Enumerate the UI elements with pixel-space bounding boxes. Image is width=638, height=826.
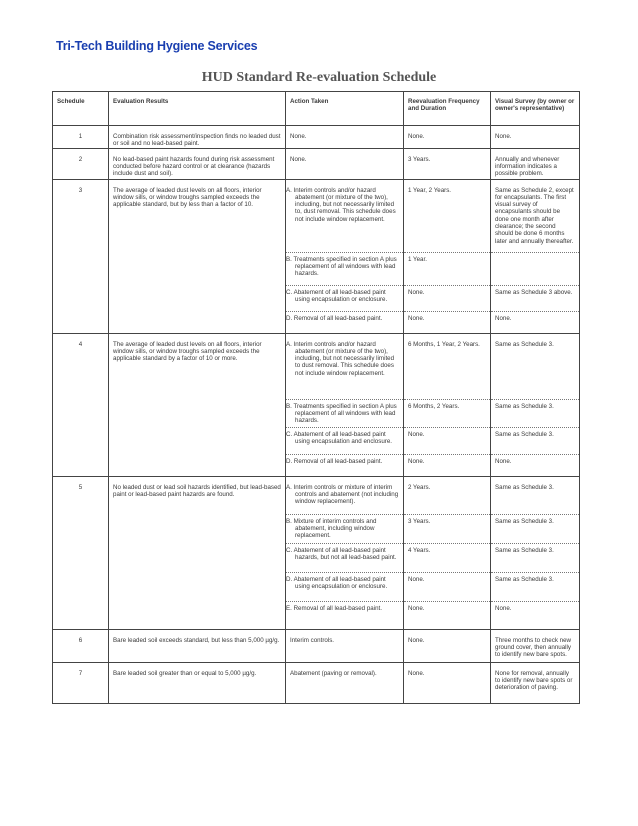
evaluation-result: Bare leaded soil greater than or equal to 5,000 µg/g.: [109, 662, 286, 703]
reevaluation-frequency: 3 Years.: [404, 148, 491, 179]
action-taken: C. Abatement of all lead-based paint using encapsulation or enclosure.: [286, 285, 404, 311]
schedule-number: 4: [53, 333, 109, 476]
evaluation-result: The average of leaded dust levels on all floors, interior window sills, or window troughs sampled exceeds the applicable standard, but by less than a factor of 10.: [109, 179, 286, 333]
action-taken: B. Treatments specified in section A plus replacement of all windows with lead hazards.: [286, 399, 404, 427]
reevaluation-schedule-table: [52, 91, 580, 704]
reevaluation-frequency: 4 Years.: [404, 543, 491, 572]
table-row: [53, 148, 580, 179]
reevaluation-frequency: None.: [404, 662, 491, 703]
visual-survey: Three months to check new ground cover, then annually to identify new bare spots.: [491, 629, 580, 662]
reevaluation-frequency: 1 Year, 2 Years.: [404, 179, 491, 252]
action-taken: D. Abatement of all lead-based paint using encapsulation or enclosure.: [286, 572, 404, 601]
action-taken: D. Removal of all lead-based paint.: [286, 454, 404, 476]
visual-survey: None.: [491, 126, 580, 149]
action-taken: None.: [286, 148, 404, 179]
reevaluation-frequency: None.: [404, 601, 491, 629]
action-taken: None.: [286, 126, 404, 149]
action-taken: C. Abatement of all lead-based paint using encapsulation and enclosure.: [286, 427, 404, 454]
evaluation-result: Combination risk assessment/inspection finds no leaded dust or soil and no lead-based paint.: [109, 126, 286, 149]
action-taken: Abatement (paving or removal).: [286, 662, 404, 703]
action-taken: B. Treatments specified in section A plus replacement of all windows with lead hazards.: [286, 252, 404, 285]
table-row: [53, 333, 580, 399]
table-row: [53, 476, 580, 514]
reevaluation-frequency: None.: [404, 629, 491, 662]
visual-survey: Same as Schedule 3.: [491, 476, 580, 514]
visual-survey: Same as Schedule 2, except for encapsulants. The first visual survey of encapsulants should be done one month after clearance; the second should be done 6 months later and annually thereafter.: [491, 179, 580, 252]
reevaluation-frequency: 6 Months, 2 Years.: [404, 399, 491, 427]
reevaluation-frequency: 6 Months, 1 Year, 2 Years.: [404, 333, 491, 399]
visual-survey: Same as Schedule 3.: [491, 333, 580, 399]
visual-survey: Same as Schedule 3 above.: [491, 285, 580, 311]
visual-survey: [491, 252, 580, 285]
schedule-number: 7: [53, 662, 109, 703]
column-header: Visual Survey (by owner or owner's representative): [491, 92, 580, 126]
schedule-number: 2: [53, 148, 109, 179]
reevaluation-frequency: None.: [404, 126, 491, 149]
schedule-number: 6: [53, 629, 109, 662]
table-body: [53, 126, 580, 704]
visual-survey: None.: [491, 601, 580, 629]
action-taken: A. Interim controls and/or hazard abatement (or mixture of the two), including, but not necessarily limited to dust removal. This schedule does not include window replacement.: [286, 333, 404, 399]
reevaluation-frequency: None.: [404, 427, 491, 454]
visual-survey: Same as Schedule 3.: [491, 427, 580, 454]
visual-survey: Same as Schedule 3.: [491, 543, 580, 572]
reevaluation-frequency: None.: [404, 454, 491, 476]
evaluation-result: No leaded dust or lead soil hazards identified, but lead-based paint or lead-based paint hazards are found.: [109, 476, 286, 629]
reevaluation-frequency: None.: [404, 311, 491, 333]
visual-survey: Same as Schedule 3.: [491, 514, 580, 543]
evaluation-result: The average of leaded dust levels on all floors, interior window sills, or window troughs sampled exceeds the applicable standard by a factor of 10 or more.: [109, 333, 286, 476]
reevaluation-frequency: None.: [404, 285, 491, 311]
table-row: [53, 662, 580, 703]
column-header: Reevaluation Frequency and Duration: [404, 92, 491, 126]
reevaluation-frequency: 3 Years.: [404, 514, 491, 543]
schedule-number: 5: [53, 476, 109, 629]
evaluation-result: Bare leaded soil exceeds standard, but less than 5,000 µg/g.: [109, 629, 286, 662]
visual-survey: Annually and whenever information indicates a possible problem.: [491, 148, 580, 179]
reevaluation-frequency: 2 Years.: [404, 476, 491, 514]
visual-survey: None.: [491, 311, 580, 333]
schedule-number: 3: [53, 179, 109, 333]
visual-survey: None for removal, annually to identify new bare spots or deterioration of paving.: [491, 662, 580, 703]
column-header: Schedule: [53, 92, 109, 126]
action-taken: C. Abatement of all lead-based paint hazards, but not all lead-based paint.: [286, 543, 404, 572]
table-row: [53, 126, 580, 149]
company-name: Tri-Tech Building Hygiene Services: [56, 39, 258, 53]
evaluation-result: No lead-based paint hazards found during risk assessment conducted before hazard control or at clearance (hazards include dust and soil).: [109, 148, 286, 179]
reevaluation-frequency: None.: [404, 572, 491, 601]
action-taken: E. Removal of all lead-based paint.: [286, 601, 404, 629]
reevaluation-frequency: 1 Year.: [404, 252, 491, 285]
visual-survey: Same as Schedule 3.: [491, 399, 580, 427]
action-taken: D. Removal of all lead-based paint.: [286, 311, 404, 333]
visual-survey: Same as Schedule 3.: [491, 572, 580, 601]
action-taken: A. Interim controls or mixture of interim controls and abatement (not including window replacement).: [286, 476, 404, 514]
document-title: HUD Standard Re-evaluation Schedule: [201, 70, 437, 85]
action-taken: B. Mixture of interim controls and abatement, including window replacement.: [286, 514, 404, 543]
column-header: Evaluation Results: [109, 92, 286, 126]
visual-survey: None.: [491, 454, 580, 476]
schedule-number: 1: [53, 126, 109, 149]
table-header-row: [53, 92, 580, 126]
column-header: Action Taken: [286, 92, 404, 126]
table-row: [53, 179, 580, 252]
action-taken: A. Interim controls and/or hazard abatement (or mixture of the two), including, but not necessarily limited to, dust removal. This schedule does not include window replacement.: [286, 179, 404, 252]
action-taken: Interim controls.: [286, 629, 404, 662]
table-row: [53, 629, 580, 662]
